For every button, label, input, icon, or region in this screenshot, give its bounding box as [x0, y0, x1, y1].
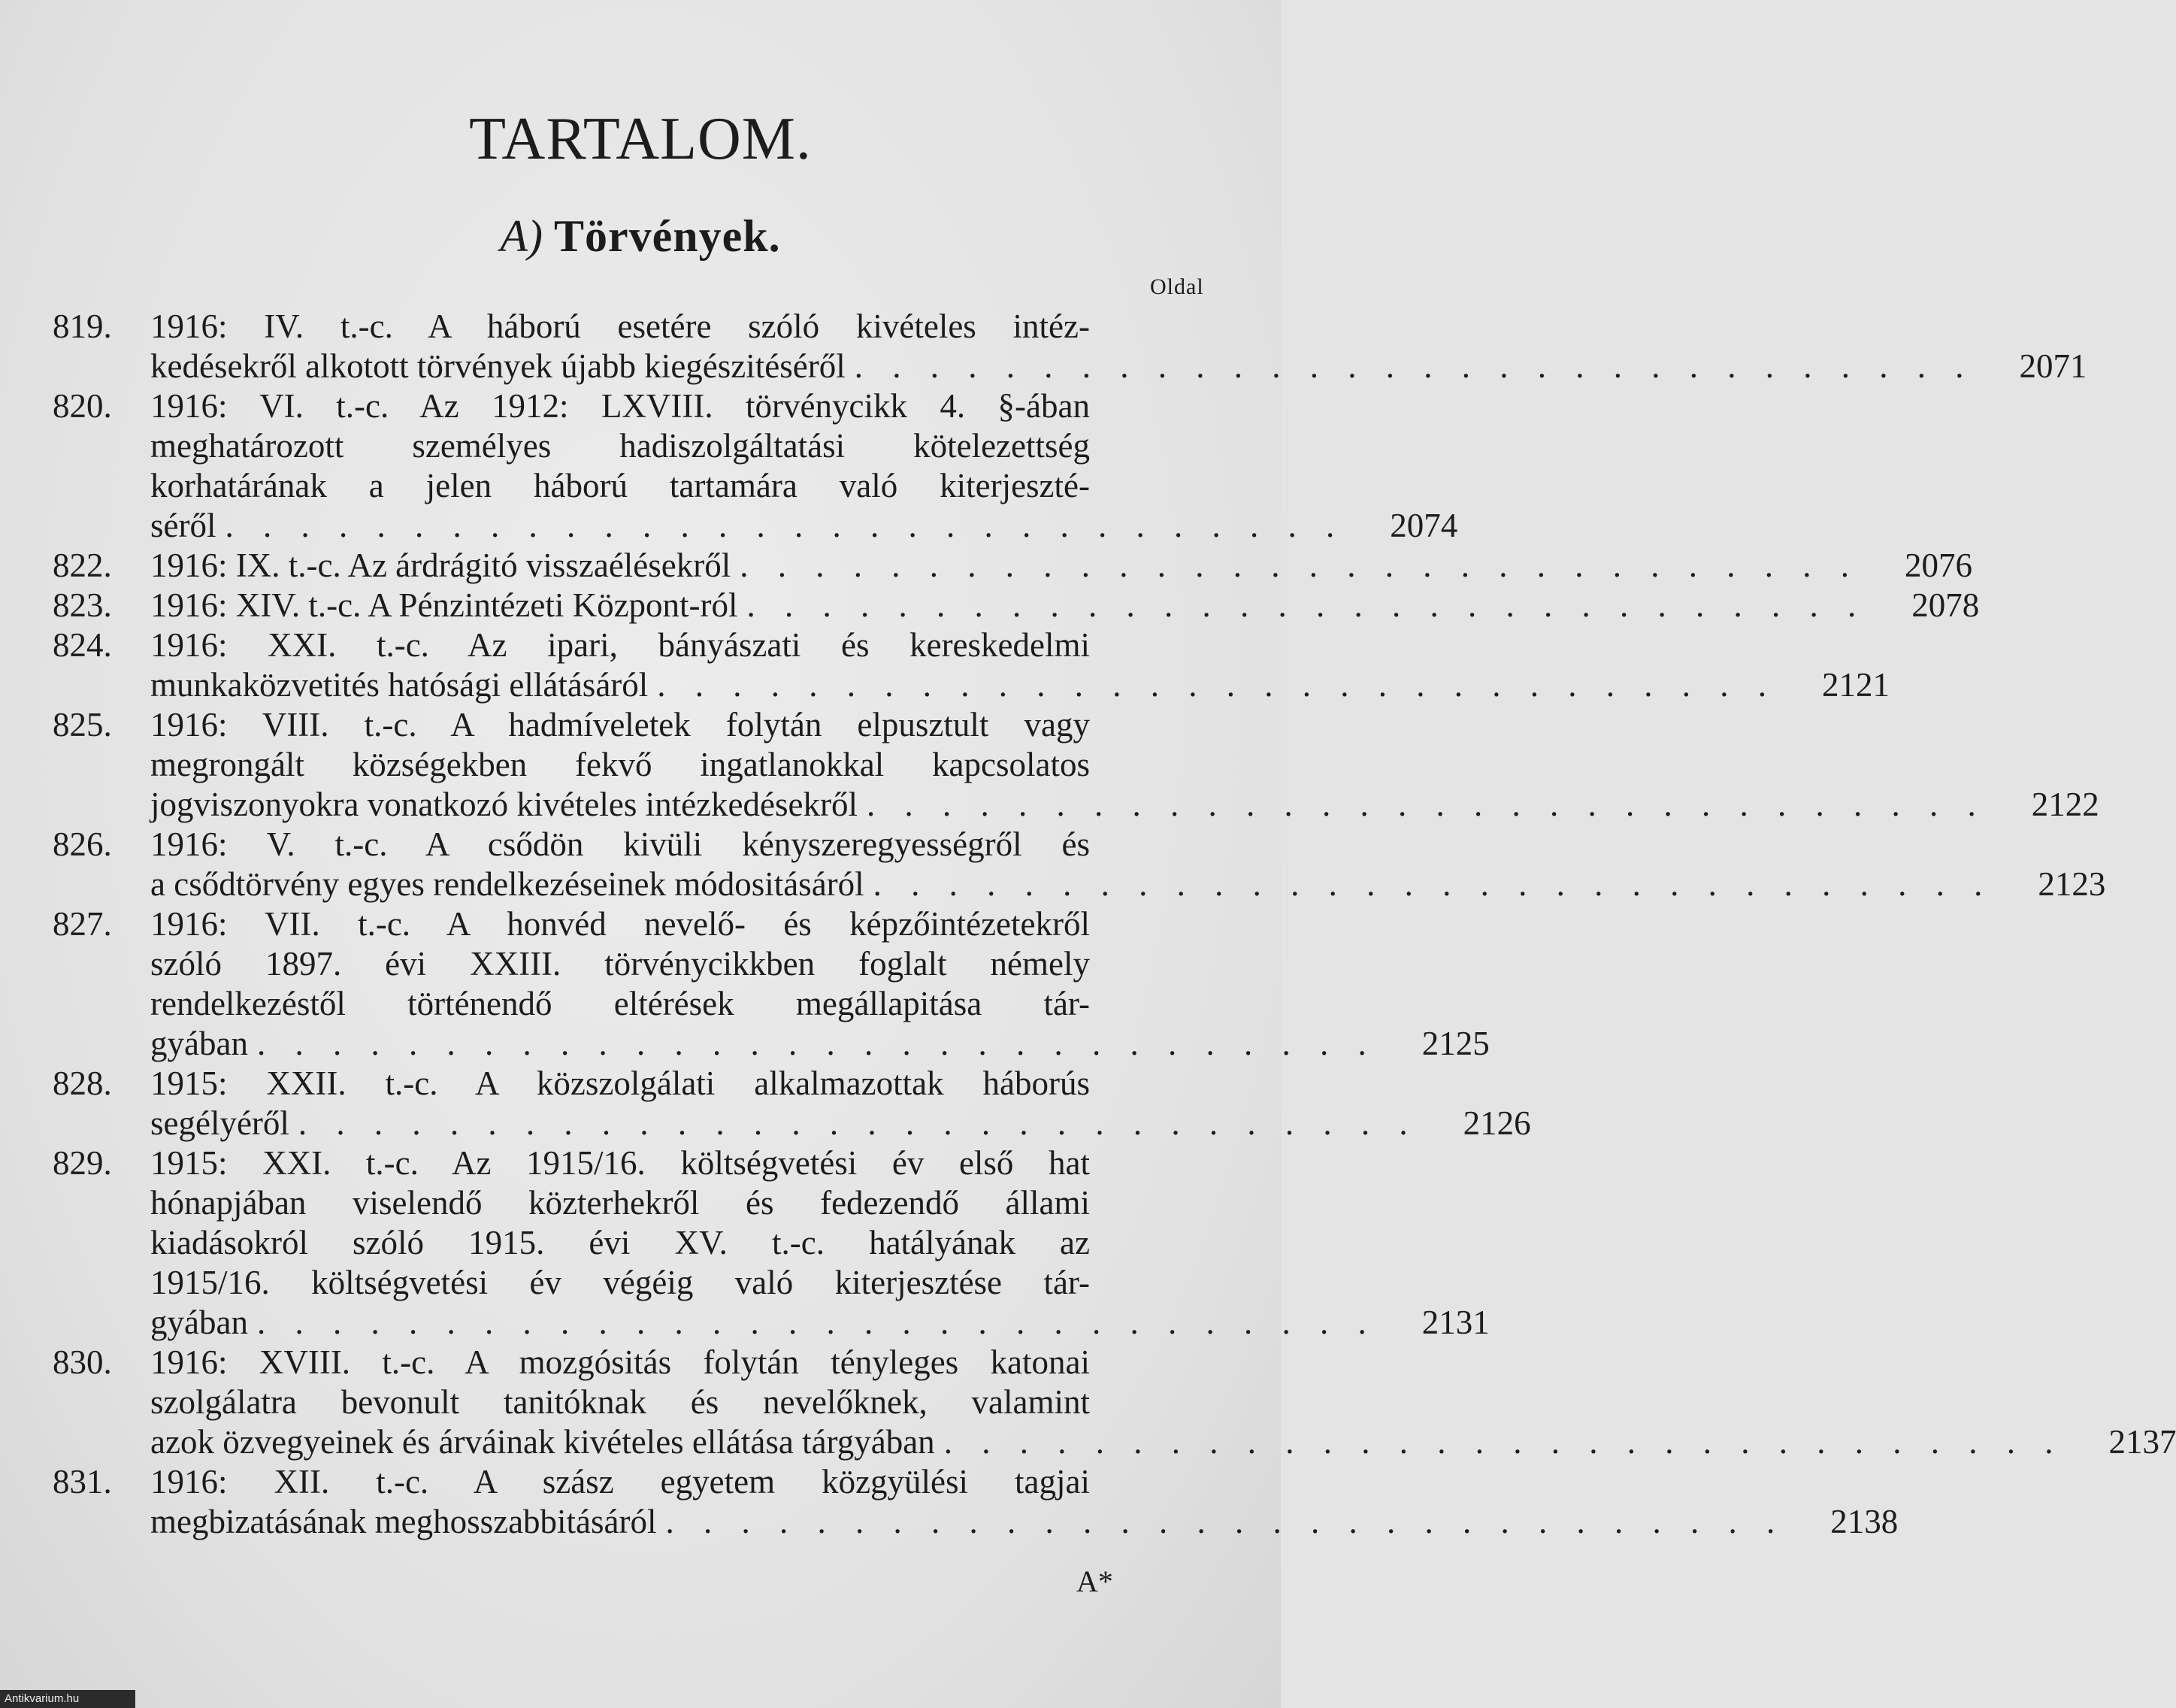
entry-last-line [150, 1104, 1531, 1143]
entry-number: 828. [53, 1064, 112, 1102]
entry-last-line [150, 785, 2099, 825]
entry-number: 823. [53, 586, 112, 624]
entry-text-line: kedésekről alkotott törvények újabb kiegészitéséről [150, 347, 846, 385]
page-number: 2125 [1421, 1025, 1490, 1062]
entry-text-line: 1916: XII. t.-c. A szász egyetem közgyülési tagjai [150, 1463, 1090, 1501]
entry-text-line: 1916: IX. t.-c. Az árdrágitó visszaélésekről [150, 547, 731, 584]
dot-leader: . . . . . . . . . . . . . . . . . . . . . . . . . . . . . . [665, 1503, 1786, 1540]
toc-entry [53, 825, 2106, 904]
page-number: 2076 [1905, 547, 1973, 584]
entry-number: 826. [53, 825, 112, 863]
entry-text-line: gyában [150, 1025, 248, 1062]
entry-last-line [150, 546, 1973, 586]
entry-number: 822. [53, 547, 112, 584]
entry-number: 824. [53, 626, 112, 664]
entry-text-line: 1916: V. t.-c. A csődön kivüli kényszeregyességről és [150, 825, 1090, 863]
watermark: Antikvarium.hu [0, 1690, 135, 1708]
entry-text-line: meghatározott személyes hadiszolgáltatási kötelezettség [150, 427, 1090, 465]
entry-text-line: 1916: XVIII. t.-c. A mozgósitás folytán tényleges katonai [150, 1343, 1090, 1381]
entry-number: 827. [53, 905, 112, 943]
page-number: 2137 [2108, 1423, 2176, 1461]
section-word: Törvények. [553, 211, 781, 261]
entry-last-line [150, 1502, 1899, 1542]
toc-entry [53, 386, 1458, 546]
toc-entry [53, 904, 1490, 1064]
toc-entry [53, 1462, 1899, 1542]
entry-text-line: 1916: IV. t.-c. A háború esetére szóló kivételes intéz- [150, 307, 1090, 345]
entry-text-line: séről [150, 507, 216, 544]
page-column-header: Oldal [1150, 274, 1204, 299]
dot-leader: . . . . . . . . . . . . . . . . . . . . . . . . . . . . . . [866, 786, 1987, 823]
toc-entries [53, 307, 2176, 1542]
toc-entry [53, 1343, 2176, 1462]
page-number: 2122 [2031, 786, 2099, 823]
page-number: 2071 [2019, 347, 2087, 385]
entry-text-line: megrongált községekben fekvő ingatlanokkal kapcsolatos [150, 746, 1090, 783]
entry-last-line [150, 347, 2087, 386]
dot-leader: . . . . . . . . . . . . . . . . . . . . . . . . . . . . . . [657, 666, 1778, 704]
entry-text-line: azok özvegyeinek és árváinak kivételes ellátása tárgyában [150, 1423, 935, 1461]
page-number: 2131 [1421, 1304, 1490, 1341]
entry-number: 820. [53, 387, 112, 425]
section-letter: A) [500, 211, 543, 261]
toc-entry [53, 625, 1890, 705]
toc-entry [53, 546, 1973, 586]
toc-entry [53, 1064, 1531, 1143]
dot-leader: . . . . . . . . . . . . . . . . . . . . . . . . . . . . . . [943, 1423, 2064, 1461]
toc-entry [53, 705, 2099, 825]
entry-last-line [150, 586, 1980, 625]
entry-text-line: rendelkezéstől történendő eltérések megállapitása tár- [150, 985, 1090, 1022]
entry-text-line: munkaközvetités hatósági ellátásáról [150, 666, 649, 704]
dot-leader: . . . . . . . . . . . . . . . . . . . . . . . . . . . . . . [873, 865, 1993, 903]
entry-text-line: 1915: XXI. t.-c. Az 1915/16. költségvetési év első hat [150, 1144, 1090, 1182]
section-heading [0, 210, 1281, 262]
toc-entry [53, 307, 2087, 386]
entry-text-line: 1916: XXI. t.-c. Az ipari, bányászati és kereskedelmi [150, 626, 1090, 664]
entry-text-line: 1915: XXII. t.-c. A közszolgálati alkalmazottak háborús [150, 1064, 1090, 1102]
entry-last-line [150, 506, 1458, 546]
toc-entry [53, 1143, 1490, 1343]
entry-text-line: jogviszonyokra vonatkozó kivételes intézkedésekről [150, 786, 858, 823]
entry-text-line: 1916: VII. t.-c. A honvéd nevelő- és képzőintézetekről [150, 905, 1090, 943]
entry-text-line: szolgálatra bevonult tanitóknak és nevelőknek, valamint [150, 1383, 1090, 1421]
entry-last-line [150, 1422, 2176, 1462]
entry-number: 825. [53, 706, 112, 743]
dot-leader: . . . . . . . . . . . . . . . . . . . . . . . . . . . . . . [746, 586, 1867, 624]
dot-leader: . . . . . . . . . . . . . . . . . . . . . . . . . . . . . . [740, 547, 1860, 584]
entry-last-line [150, 665, 1890, 705]
page-number: 2138 [1830, 1503, 1899, 1540]
entry-number: 829. [53, 1144, 112, 1182]
entry-text-line: 1916: VI. t.-c. Az 1912: LXVIII. törvénycikk 4. §-ában [150, 387, 1090, 425]
page-number: 2126 [1463, 1104, 1531, 1142]
entry-text-line: 1916: VIII. t.-c. A hadmíveletek folytán elpusztult vagy [150, 706, 1090, 743]
signature-mark: A* [1076, 1564, 1113, 1598]
page-number: 2074 [1390, 507, 1458, 544]
entry-text-line: a csődtörvény egyes rendelkezéseinek módositásáról [150, 865, 864, 903]
page-number: 2123 [2038, 865, 2106, 903]
entry-last-line [150, 865, 2106, 904]
page-number: 2121 [1822, 666, 1890, 704]
dot-leader: . . . . . . . . . . . . . . . . . . . . . . . . . . . . . . [256, 1304, 1377, 1341]
entry-text-line: szóló 1897. évi XXIII. törvénycikkben foglalt némely [150, 945, 1090, 983]
entry-last-line [150, 1024, 1490, 1064]
toc-entry [53, 586, 1980, 625]
entry-text-line: megbizatásának meghosszabbitásáról [150, 1503, 657, 1540]
page-number: 2078 [1911, 586, 1980, 624]
dot-leader: . . . . . . . . . . . . . . . . . . . . . . . . . . . . . . [225, 507, 1345, 544]
entry-number: 830. [53, 1343, 112, 1381]
entry-text-line: kiadásokról szóló 1915. évi XV. t.-c. hatályának az [150, 1224, 1090, 1261]
dot-leader: . . . . . . . . . . . . . . . . . . . . . . . . . . . . . . [256, 1025, 1377, 1062]
entry-text-line: segélyéről [150, 1104, 289, 1142]
entry-text-line: korhatárának a jelen háború tartamára való kiterjeszté- [150, 467, 1090, 504]
entry-text-line: gyában [150, 1304, 248, 1341]
entry-number: 819. [53, 307, 112, 345]
page-title: TARTALOM. [469, 106, 812, 172]
dot-leader: . . . . . . . . . . . . . . . . . . . . . . . . . . . . . . [854, 347, 1975, 385]
entry-text-line: 1916: XIV. t.-c. A Pénzintézeti Központ-ról [150, 586, 738, 624]
entry-text-line: hónapjában viselendő közterhekről és fedezendő állami [150, 1184, 1090, 1222]
entry-text-line: 1915/16. költségvetési év végéig való kiterjesztése tár- [150, 1264, 1090, 1301]
dot-leader: . . . . . . . . . . . . . . . . . . . . . . . . . . . . . . [298, 1104, 1418, 1142]
entry-number: 831. [53, 1463, 112, 1501]
entry-last-line [150, 1303, 1490, 1343]
